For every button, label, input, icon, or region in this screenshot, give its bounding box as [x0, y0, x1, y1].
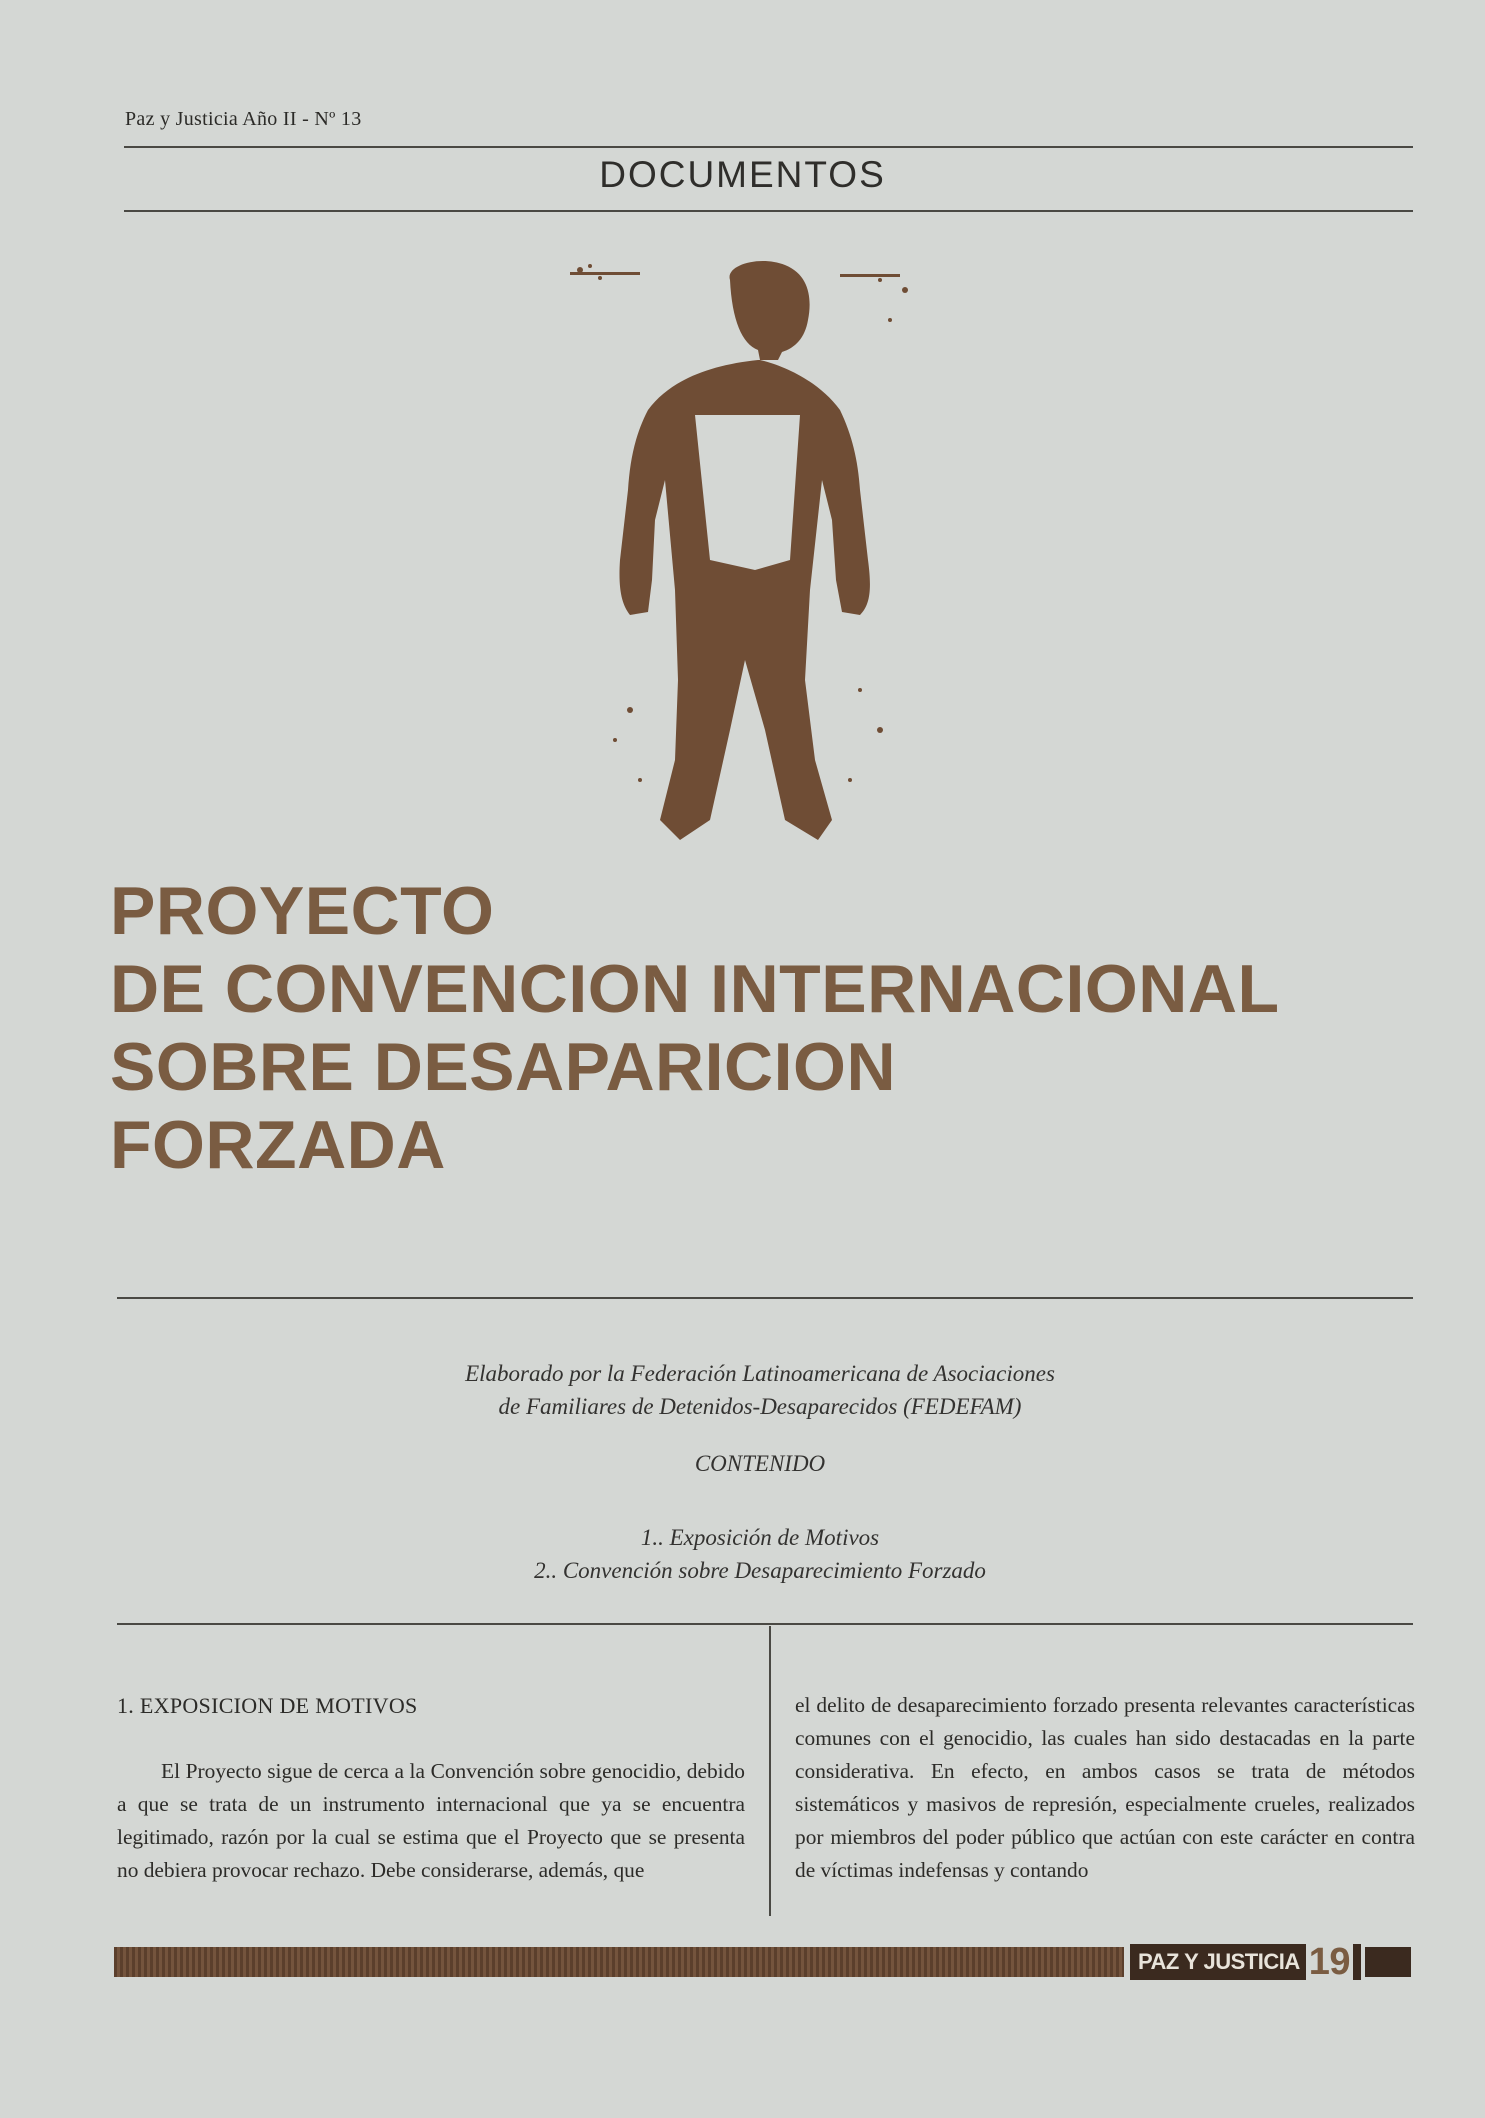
human-silhouette-illustration: [560, 260, 1000, 860]
title-line-1: PROYECTO: [110, 873, 495, 949]
title-rule: [117, 1297, 1413, 1299]
credits-block: [0, 1357, 1485, 1423]
contents-item-1: 1.. Exposición de Motivos: [640, 1525, 880, 1550]
left-column: [117, 1689, 745, 1887]
footer-brand-text: PAZ Y JUSTICIA: [1138, 1949, 1300, 1974]
contents-heading: CONTENIDO: [694, 1451, 826, 1476]
column-divider: [769, 1626, 771, 1916]
header-rule-bottom: [124, 210, 1413, 212]
main-title: [110, 872, 1280, 1184]
title-line-2: DE CONVENCION INTERNACIONAL: [110, 951, 1280, 1027]
running-head: Paz y Justicia Año II - Nº 13: [125, 108, 362, 130]
left-column-text: El Proyecto sigue de cerca a la Convención sobre genocidio, debido a que se trata de un instrumento internacional que ya se encuentra legitimado, razón por la cual se estima que el Proyecto que se presenta no debiera provocar rechazo. Debe considerarse, además, que: [117, 1759, 745, 1882]
section-heading: 1. EXPOSICION DE MOTIVOS: [117, 1693, 418, 1718]
header-rule-top: [124, 146, 1413, 148]
footer-brand: [1130, 1941, 1361, 1983]
title-line-4: FORZADA: [110, 1107, 446, 1183]
contents-item-2: 2.. Convención sobre Desaparecimiento Forzado: [534, 1558, 986, 1583]
section-title: DOCUMENTOS: [599, 154, 886, 195]
footer-bar: [114, 1947, 1124, 1977]
right-column-text: el delito de desaparecimiento forzado presenta relevantes características comunes con el genocidio, las cuales han sido destacadas en la parte considerativa. En efecto, en ambos casos se trata de métodos sistemáticos y masivos de represión, especialmente crueles, realizados por miembros del poder público que actúan con este carácter en contra de víctimas indefensas y contando: [795, 1693, 1415, 1882]
contents-list: [0, 1521, 1485, 1587]
title-line-3: SOBRE DESAPARICION: [110, 1029, 897, 1105]
columns-rule: [117, 1623, 1413, 1625]
credits-line-1: Elaborado por la Federación Latinoamericana de Asociaciones: [465, 1361, 1055, 1386]
right-column: [795, 1689, 1415, 1887]
credits-line-2: de Familiares de Detenidos-Desaparecidos (FEDEFAM): [498, 1394, 1022, 1419]
page-number: 19: [1306, 1944, 1353, 1980]
footer-bar-end: [1365, 1947, 1411, 1977]
